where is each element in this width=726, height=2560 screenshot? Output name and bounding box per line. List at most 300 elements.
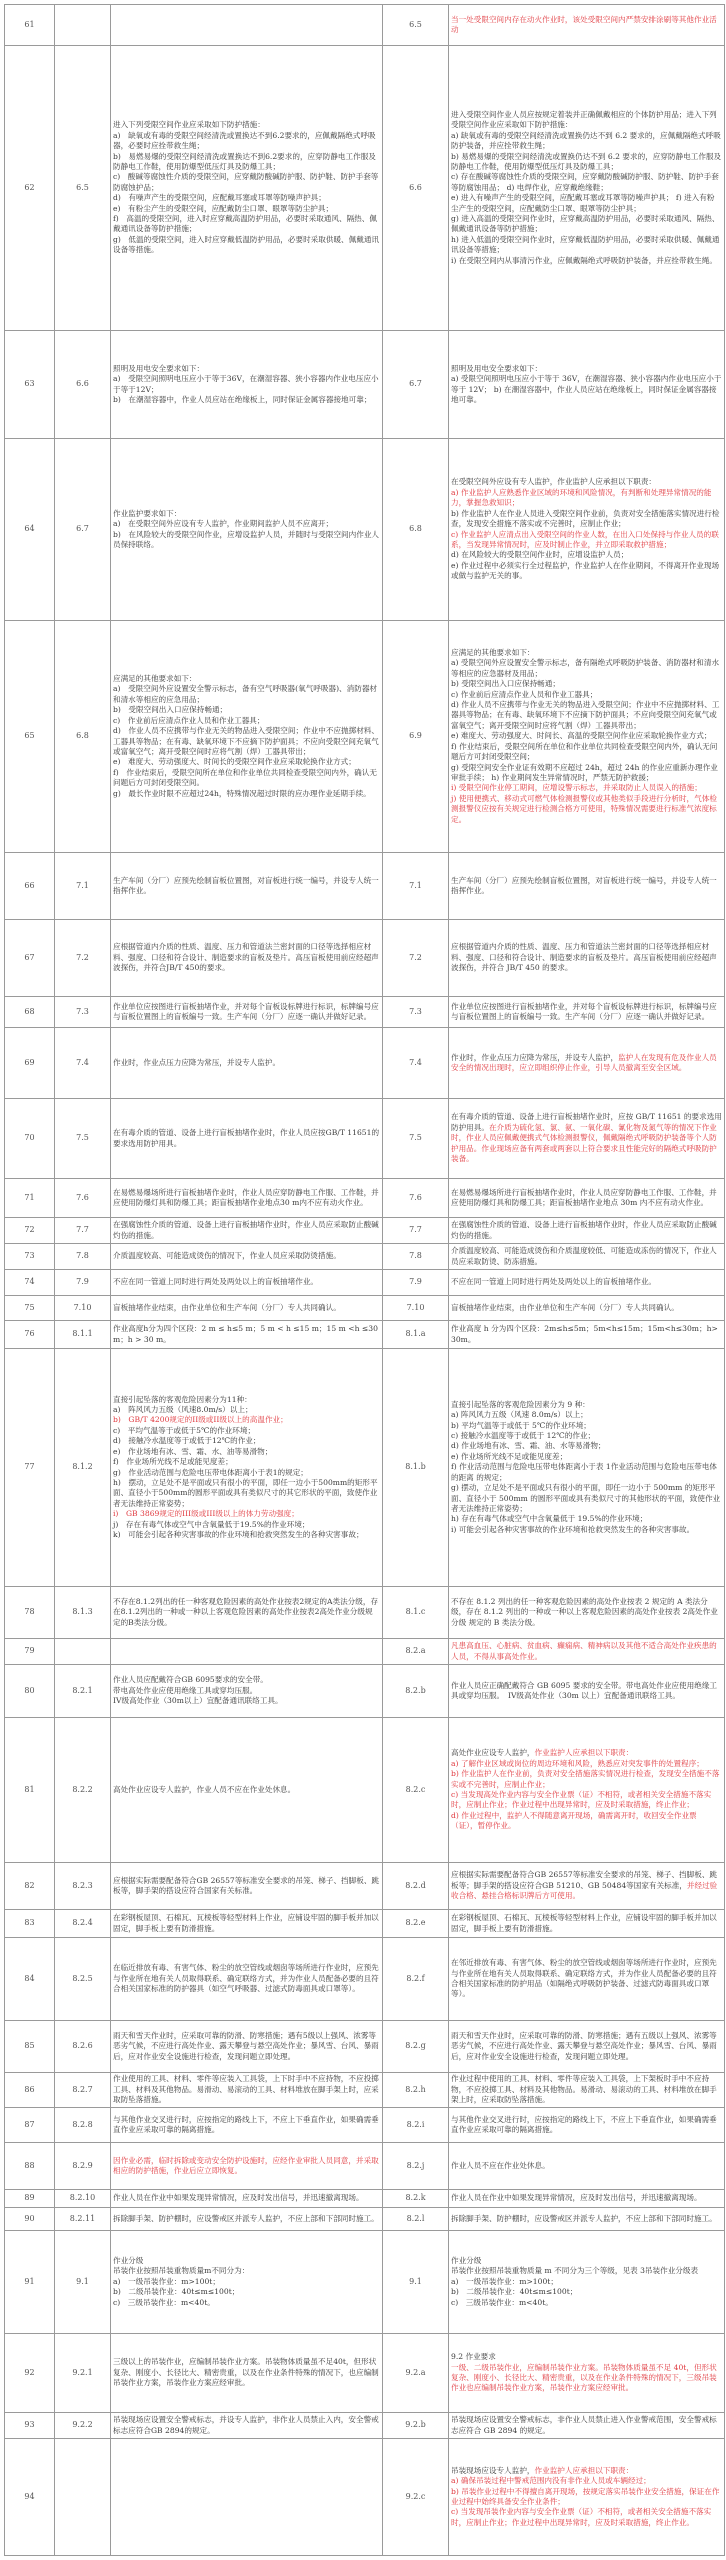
old-clause-number: 8.2.10 <box>55 2190 111 2208</box>
clause-text: a) 缺氧或有毒的受限空间经清洗或置换仍达不到 6.2 要求的，应佩戴隔绝式呼吸防护装备，并应拴带救生绳； <box>451 130 721 151</box>
old-clause-text <box>111 1296 383 1321</box>
table-row <box>5 1179 725 1218</box>
row-number: 93 <box>5 2413 55 2439</box>
clause-text: 作业时，作业点压力应降为常压，并设专人监护， <box>451 1052 619 1062</box>
row-number: 84 <box>5 1938 55 2021</box>
changed-text: 一级、二级吊装作业，应编制吊装作业方案。吊装物体质量虽不足 40t，但形状复杂、刚度小、长径比大、精密贵重，以及在作业条件特殊的情况下，三级吊装作业也应编制吊装作业方案，吊装作业方案应经审批。 <box>451 2362 717 2393</box>
new-clause-text <box>449 621 725 853</box>
table-row <box>5 1938 725 2021</box>
clause-text: c) 三级吊装作业：m<40t。 <box>113 2297 215 2307</box>
new-clause-number: 8.1.c <box>383 1587 449 1639</box>
changed-text: c) 当发现高处作业内容与安全作业票（证）不相符，或者相关安全措施不落实时，应制止作业；作业过程中出现异常时，应及时采取措施，终止作业； <box>451 1790 712 1810</box>
new-clause-text <box>449 1099 725 1179</box>
clause-text: 应根据实际需要配备符合GB 26557等标准安全要求的吊笼、梯子、挡脚板、跳板等，脚手架的搭设应符合国家有关标准。 <box>113 1875 380 1895</box>
clause-text: 作业分级 <box>451 2255 482 2265</box>
changed-text: j) 使用便携式、移动式可燃气体检测报警仪或其他类似手段进行分析时，气体检测报警仪应按有关规定进行检测合格方可使用，特殊情况需要进行标准气浓度标定。 <box>451 793 717 824</box>
row-number: 87 <box>5 2108 55 2143</box>
changed-text: 因作业必需，临时拆除或变动安全防护设施时，应经作业审批人员同意，并采取相应的防护措施，作业后应立即恢复。 <box>113 2155 379 2175</box>
new-clause-text <box>449 920 725 997</box>
clause-text: 进入受限空间作业人员应按规定着装并正确佩戴相应的个体防护用品；进入下列受限空间作业应采取如下防护措施： <box>451 109 717 130</box>
clause-text: 进入下列受限空间作业应采取如下防护措施： <box>113 120 265 130</box>
table-row <box>5 439 725 621</box>
table-row <box>5 2108 725 2143</box>
changed-text: c) 当发现吊装作业内容与安全作业票（证）不相符，或者相关安全措施不落实时，应制止作业；作业过程中出现异常时，应及时采取措施，终止作业。 <box>451 2507 712 2527</box>
new-clause-text <box>449 1028 725 1099</box>
clause-text: 在强腐蚀性介质的管道、设备上进行盲板抽堵作业时，作业人员应采取防止酸碱灼伤的措施。 <box>113 1220 379 1240</box>
clause-text: 作业时，作业点压力应降为常压，并设专人监护。 <box>113 1057 281 1067</box>
row-number: 91 <box>5 2231 55 2334</box>
changed-text: 监护人在发现有危及作业人员安全的情况出现时，应立即组织停止作业，引导人员撤离至安全区域。 <box>451 1052 717 1072</box>
clause-text: a) 受限空间外应设置安全警示标志，备有隔绝式呼吸防护装备、消防器材和清水等相应的应急器材及用品； <box>451 658 720 678</box>
clause-text: 高处作业应设专人监护，作业监护人应承担以下职责： <box>451 1748 634 1758</box>
table-row <box>5 5 725 46</box>
new-clause-text <box>449 2231 725 2334</box>
row-number: 89 <box>5 2190 55 2208</box>
row-number: 72 <box>5 1218 55 1244</box>
table-row <box>5 2021 725 2073</box>
clause-text: a) 受限空间外应设置安全警示标志，备有空气呼吸器(氧气呼吸器)、消防器材和清水等相应的应急用品； <box>113 684 378 704</box>
clause-text: 不应在同一管道上同时进行两处及两处以上的盲板抽堵作业。 <box>113 1277 319 1287</box>
table-row <box>5 1587 725 1639</box>
old-clause-text <box>111 439 383 621</box>
clause-text: 与其他作业交叉进行时，应按指定的路线上下，不应上下垂直作业，如果确需垂直作业应采取可靠的隔离措施。 <box>451 2114 717 2134</box>
row-number: 61 <box>5 5 55 46</box>
old-clause-text <box>111 1665 383 1718</box>
clause-text: f) 作业活动范围与危险电压带电体距离小于表 1作业活动范围与危险电压带电体的距离 的规定； <box>451 1462 718 1482</box>
clause-text: h) 进入低温的受限空间作业时，应穿戴低温防护用品，必要时采取供暖、佩戴通讯设备等措施； <box>451 234 720 255</box>
table-row <box>5 1270 725 1296</box>
new-clause-number: 9.2.a <box>383 2334 449 2413</box>
new-clause-number: 9.2.b <box>383 2413 449 2439</box>
clause-text: c) 平均气温等于或低于5℃的作业环境； <box>113 1425 256 1435</box>
table-row <box>5 853 725 920</box>
old-clause-number: 8.2.3 <box>55 1863 111 1910</box>
new-clause-number: 8.2.l <box>383 2208 449 2231</box>
clause-text: b) 二级吊装作业：40t≤m≤100t； <box>113 2287 240 2297</box>
new-clause-number: 6.8 <box>383 439 449 621</box>
old-clause-text <box>111 853 383 920</box>
row-number: 76 <box>5 1321 55 1349</box>
row-number: 82 <box>5 1863 55 1910</box>
new-clause-text <box>449 2208 725 2231</box>
old-clause-number: 7.8 <box>55 1244 111 1270</box>
clause-text: 在易燃易爆场所进行盲板抽堵作业时，作业人员应穿防静电工作服、工作鞋，并应使用防爆灯具和防爆工具；距盲板抽堵作业地点30 m内不应有动火作业。 <box>113 1187 379 1207</box>
new-clause-text <box>449 1244 725 1270</box>
new-clause-text <box>449 1218 725 1244</box>
clause-text: a) 阵风风力五级（风速 8.0m/s）以上； <box>451 1410 588 1420</box>
new-clause-text <box>449 439 725 621</box>
table-row <box>5 1244 725 1270</box>
clause-text: e) 作业过程中必须实行全过程监护，作业监护人在作业期间，不得离开作业现场或做与监护无关的事。 <box>451 560 720 581</box>
table-row <box>5 1863 725 1910</box>
row-number: 90 <box>5 2208 55 2231</box>
clause-text: d) 接触冷水温度等于或低于12℃的作业； <box>113 1436 261 1446</box>
new-clause-number: 6.9 <box>383 621 449 853</box>
old-clause-text <box>111 2334 383 2413</box>
table-row <box>5 2073 725 2108</box>
clause-text: c) 三级吊装作业：m<40t。 <box>451 2297 553 2307</box>
clause-text: 带电高处作业应使用绝缘工具或穿均压服。 <box>113 1685 258 1695</box>
clause-text: 不存在 8.1.2 列出的任一种客观危险因素的高处作业按表 2 规定的 A 类法分级，存在 8.1.2 列出的一种或一种以上客观危险因素的高处作业按表 2高处作业分级 规定的 B 类法分级。 <box>451 1596 718 1627</box>
new-clause-text <box>449 1665 725 1718</box>
old-clause-number: 7.7 <box>55 1218 111 1244</box>
table-row <box>5 331 725 439</box>
new-clause-number: 7.4 <box>383 1028 449 1099</box>
clause-text: 不存在8.1.2列出的任一种客观危险因素的高处作业按表2规定的A类法分级，存在8.1.2列出的一种或一种以上客观危险因素的高处作业按表2高处作业分级规定的B类法分级。 <box>113 1596 379 1627</box>
row-number: 65 <box>5 621 55 853</box>
old-clause-text <box>111 1028 383 1099</box>
clause-text: 雨天和雪天作业时，应采取可靠的防滑、防寒措施；遇有5级以上强风、浓雾等恶劣气候，不应进行高处作业、露天攀登与悬空高处作业；暴风雪、台风、暴雨后，应对作业安全设施进行检查，发现问题立即处理。 <box>113 2030 379 2061</box>
table-row <box>5 46 725 331</box>
new-clause-text <box>449 46 725 331</box>
clause-text: h) 存在有毒气体或空气中含氧量低于 19.5%的作业环境； <box>451 1514 648 1524</box>
old-clause-number: 6.5 <box>55 46 111 331</box>
clause-text: 应根据管道内介质的性质、温度、压力和管道法兰密封面的口径等选择相应材料、强度、口径和符合设计、制造要求的盲板及垫片。高压盲板使用前应经超声波探伤，并符合 JB/T 450 的要求。 <box>451 942 717 973</box>
old-clause-text <box>111 2231 383 2334</box>
clause-text: b) 二级吊装作业：40t≤m≤100t； <box>451 2287 578 2297</box>
old-clause-number: 7.5 <box>55 1099 111 1179</box>
clause-text: d) 有噪声产生的受限空间，应配戴耳塞或耳罩等防噪声护具； <box>113 193 326 203</box>
changed-text: 当一处受限空间内存在动火作业时，该处受限空间内严禁安排涂刷等其他作业活动 <box>451 14 717 34</box>
clause-text: 作业过程中使用的工具、材料、零件等应装入工具袋，上下架板时手中不应持物，不应投掷工具、材料及其他物品。易滑动、易滚动的工具、材料堆放在脚手架上时，应采取防坠落措施。 <box>451 2074 717 2105</box>
old-clause-number <box>55 5 111 46</box>
old-clause-number: 8.2.11 <box>55 2208 111 2231</box>
row-number: 63 <box>5 331 55 439</box>
clause-text: i) 在受限空间内从事清污作业，应佩戴隔绝式呼吸防护装备，并应拴带救生绳。 <box>451 255 717 265</box>
old-clause-number: 7.2 <box>55 920 111 997</box>
changed-text: a) 了解作业区域或岗位的周边环境和风险，熟悉应对突发事件的处置程序； <box>451 1758 704 1768</box>
clause-text: 作业人员在作业中如果发现异常情况，应及时发出信号，并迅速撤离现场。 <box>113 2193 364 2203</box>
clause-text: 9.2 作业要求 <box>451 2352 496 2362</box>
row-number: 69 <box>5 1028 55 1099</box>
new-clause-text <box>449 5 725 46</box>
new-clause-number: 7.1 <box>383 853 449 920</box>
old-clause-number: 8.2.1 <box>55 1665 111 1718</box>
clause-text: d) 作业场地有冰、雪、霜、油、水等易滑物； <box>451 1441 606 1451</box>
clause-text: 作业单位应按图进行盲板抽堵作业，并对每个盲板设标牌进行标识，标牌编号应与盲板位置图上的盲板编号一致。生产车间（分厂）应逐一确认并做好记录。 <box>451 1001 717 1021</box>
table-row <box>5 1349 725 1587</box>
row-number: 92 <box>5 2334 55 2413</box>
old-clause-text <box>111 2073 383 2108</box>
old-clause-number: 8.2.6 <box>55 2021 111 2073</box>
clause-text: 在易燃易爆场所进行盲板抽堵作业时，作业人员应穿防静电工作服、工作鞋，并应使用防爆灯具和防爆工具；距盲板抽堵作业地点 30m 内不应有动火作业。 <box>451 1187 717 1207</box>
table-row <box>5 920 725 997</box>
row-number: 94 <box>5 2439 55 2556</box>
old-clause-text <box>111 1244 383 1270</box>
clause-text: a) 阵风风力五级（风速8.0m/s）以上； <box>113 1405 253 1415</box>
table-row <box>5 1910 725 1938</box>
new-clause-number: 8.2.a <box>383 1639 449 1665</box>
new-clause-number: 8.2.k <box>383 2190 449 2208</box>
clause-text: 应根据实际需要配备符合GB 26557等标准安全要求的吊笼、梯子、挡脚板、跳板等；脚手架的搭设应符合GB 51210、GB 50484等国家有关标准， <box>451 1870 718 1890</box>
new-clause-number: 7.3 <box>383 997 449 1028</box>
clause-text: j) 存在有毒气体或空气中含氧量低于19.5%的作业环境； <box>113 1519 310 1529</box>
changed-text: 凡患高血压、心脏病、贫血病、癫痫病、精神病以及其他不适合高处作业疾患的人员，不得从事高处作业。 <box>451 1641 717 1661</box>
old-clause-number: 6.8 <box>55 621 111 853</box>
changed-text: i) GB 3869规定的III级或III级以上的体力劳动强度； <box>113 1509 299 1519</box>
row-number: 62 <box>5 46 55 331</box>
old-clause-text <box>111 1938 383 2021</box>
clause-text: f) 作业结束后，受限空间所在单位和作业单位共同检查受限空间内外，确认无问题后方可封闭受限空间。 <box>113 767 377 788</box>
clause-text: 作业监护要求如下： <box>113 508 182 518</box>
table-row <box>5 621 725 853</box>
clause-text: c) 作业前后应清点作业人员和作业工器具； <box>451 689 598 699</box>
clause-text: 盲板抽堵作业结束，由作业单位和生产车间（分厂）专人共同确认。 <box>113 1302 341 1312</box>
clause-text: g) 进入高温的受限空间作业时，应穿戴高温防护用品，必要时采取通风、隔热、佩戴通讯设备等防护措施； <box>451 214 720 234</box>
new-clause-text <box>449 331 725 439</box>
new-clause-number: 6.5 <box>383 5 449 46</box>
row-number: 77 <box>5 1349 55 1587</box>
new-clause-text <box>449 997 725 1028</box>
old-clause-number: 9.2.2 <box>55 2413 111 2439</box>
new-clause-number: 7.6 <box>383 1179 449 1218</box>
row-number: 78 <box>5 1587 55 1639</box>
table-row <box>5 1028 725 1099</box>
old-clause-number: 7.3 <box>55 997 111 1028</box>
clause-text: 与其他作业交叉进行时，应按指定的路线上下，不应上下垂直作业，如果确需垂直作业应采取可靠的隔离措施。 <box>113 2114 379 2134</box>
old-clause-number <box>55 2439 111 2556</box>
changed-text: b) GB/T 4200规定的II级或II级以上的高温作业； <box>113 1415 288 1425</box>
changed-text: 作业监护人应承担以下职责： <box>534 2465 634 2475</box>
old-clause-text <box>111 46 383 331</box>
old-clause-number: 8.1.2 <box>55 1349 111 1587</box>
changed-text: b) 作业监护人在作业前，负责对安全措施落实情况进行检查，发现安全措施不落实或不完善时，应制止作业； <box>451 1769 720 1789</box>
changed-text: a) 作业监护人应熟悉作业区域的环境和风险情况，有判断和处理异常情况的能力，掌握急救知识； <box>451 487 712 508</box>
old-clause-number: 7.6 <box>55 1179 111 1218</box>
table-row <box>5 2143 725 2190</box>
table-row <box>5 2334 725 2413</box>
clause-text: c) 作业前后应清点作业人员和作业工器具； <box>113 715 265 725</box>
row-number: 66 <box>5 853 55 920</box>
row-number: 85 <box>5 2021 55 2073</box>
clause-text: i) 可能会引起各种灾害事故的作业环境和抢救突然发生的各种灾害事故。 <box>451 1524 695 1534</box>
old-clause-text <box>111 1218 383 1244</box>
clause-text: 不应在同一管道上同时进行两处及两处以上的盲板抽堵作业。 <box>451 1277 657 1287</box>
new-clause-number: 8.2.f <box>383 1938 449 2021</box>
row-number: 80 <box>5 1665 55 1718</box>
clause-text: e) 难度大、劳动强度大、时间长的受限空间作业应采取轮换作业方式； <box>113 757 356 767</box>
clause-text: 吊装物体质量虽不足 40t，但形状复杂、刚度小、长径比大、精密贵重，以及在作业条件特殊的情况下，三级吊装作业也应编制吊装作业方案，吊装作业方案应经审批。 <box>451 2362 717 2393</box>
row-number: 68 <box>5 997 55 1028</box>
changed-text: b) 吊装作业过程中不得擅自离开现场，按规定落实吊装作业安全措施，保证在作业过程中始终具备安全作业条件； <box>451 2486 720 2506</box>
new-clause-number: 8.2.j <box>383 2143 449 2190</box>
table-body <box>5 5 725 2556</box>
row-number: 83 <box>5 1910 55 1938</box>
clause-text: b) 受限空间出入口应保持畅通； <box>451 679 560 689</box>
new-clause-text <box>449 1270 725 1296</box>
clause-text: 介质温度较高、可能造成烫伤的情况下，作业人员应采取防烫措施。 <box>113 1251 341 1261</box>
new-clause-number: 6.7 <box>383 331 449 439</box>
changed-text: a) 确保吊装过程中警戒范围内没有非作业人员或车辆经过； <box>451 2476 651 2486</box>
clause-text: a) 一级吊装作业：m>100t； <box>451 2276 558 2286</box>
old-clause-text <box>111 2190 383 2208</box>
row-number: 70 <box>5 1099 55 1179</box>
row-number: 71 <box>5 1179 55 1218</box>
clause-text: b) 在潮湿容器中，作业人员应站在绝缘板上，同时保证金属容器接地可靠； <box>113 394 372 404</box>
clause-text: 生产车间（分厂）应预先绘制盲板位置图，对盲板进行统一编号，并设专人统一指挥作业。 <box>451 875 717 895</box>
old-clause-text <box>111 2143 383 2190</box>
new-clause-text <box>449 2143 725 2190</box>
old-clause-text <box>111 997 383 1028</box>
clause-text: a) 受限空间照明电压应小于等于 36V，在潮湿容器、狭小容器内作业电压应小于等于 12V； b) 在潮湿容器中，作业人员应站在绝缘板上，同时保证金属容器接地可靠。 <box>451 374 722 404</box>
changed-text: 并经过验收合格、悬挂合格标识牌后方可使用。 <box>451 1880 718 1901</box>
clause-text: 高处作业应设专人监护，作业人员不应在作业处休息。 <box>113 1784 296 1794</box>
old-clause-text <box>111 2439 383 2556</box>
clause-text: b) 在风险较大的受限空间作业，应增设监护人员，并随时与受限空间内作业人员保持联络。 <box>113 529 380 549</box>
clause-text: 作业使用的工具、材料、零件等应装入工具袋，上下时手中不应持物，不应投掷工具、材料及其他物品。易滑动、易滚动的工具、材料堆放在脚手架上时，应采取防坠落措施。 <box>113 2074 379 2105</box>
old-clause-number: 8.1.3 <box>55 1587 111 1639</box>
clause-text: 吊装作业按照吊装重物质量 m 不同分为三个等级，见表 3吊装作业分级表 <box>451 2266 699 2276</box>
old-clause-number: 8.2.5 <box>55 1938 111 2021</box>
clause-text: 在彩钢板屋顶、石棉瓦、瓦棱板等轻型材料上作业，应铺设牢固的脚手板并加以固定，脚手板上要有防滑措施。 <box>113 1913 379 1933</box>
row-number: 74 <box>5 1270 55 1296</box>
table-row <box>5 1321 725 1349</box>
clause-text: 作业分级 <box>113 2255 144 2265</box>
new-clause-text <box>449 1863 725 1910</box>
row-number: 73 <box>5 1244 55 1270</box>
clause-text: 作业人员应配戴符合GB 6095要求的安全带。 <box>113 1675 268 1685</box>
old-clause-text <box>111 1718 383 1863</box>
clause-text: f) 作业结束后，受限空间所在单位和作业单位共同检查受限空间内外，确认无问题后方可封闭受限空间； <box>451 741 718 762</box>
new-clause-number: 7.10 <box>383 1296 449 1321</box>
clause-text: 在受限空间外应设有专人监护，作业监护人应承担以下职责： <box>451 477 657 487</box>
new-clause-number: 7.8 <box>383 1244 449 1270</box>
old-clause-text <box>111 2108 383 2143</box>
new-clause-text <box>449 1587 725 1639</box>
old-clause-number: 8.2.7 <box>55 2073 111 2108</box>
new-clause-text <box>449 1296 725 1321</box>
new-clause-number: 7.9 <box>383 1270 449 1296</box>
row-number: 79 <box>5 1639 55 1665</box>
old-clause-text <box>111 2413 383 2439</box>
changed-text: i) 受限空间作业停工期间，应增设警示标志，并采取防止人员误入的措施； <box>451 783 702 793</box>
new-clause-number: 9.1 <box>383 2231 449 2334</box>
new-clause-text <box>449 2073 725 2108</box>
clause-text: 吊装作业按照吊装重物质量m不同分为： <box>113 2266 250 2276</box>
clause-text: 吊装现场应设专人监护，作业监护人应承担以下职责： <box>451 2465 634 2475</box>
clause-text: 在有毒介质的管道、设备上进行盲板抽堵作业时，作业人员应按GB/T 11651的要求选用防护用具。 <box>113 1128 380 1148</box>
table-row <box>5 1296 725 1321</box>
new-clause-text <box>449 1349 725 1587</box>
new-clause-number: 8.2.i <box>383 2108 449 2143</box>
new-clause-text <box>449 2413 725 2439</box>
changed-text: c) 作业监护人应清点出入受限空间的作业人数，在出入口处保持与作业人员的联系，当发现异常情况时，应及时制止作业，并立即采取救护措施； <box>451 529 719 549</box>
old-clause-number: 7.10 <box>55 1296 111 1321</box>
changed-text: 在介质为硫化氢、氯、氨、一氧化碳、氰化物及氮气等的情况下作业时，作业人员应佩戴便携式气体检测报警仪，佩戴隔绝式呼吸防护装备等个人防护用品。作业现场应备有两套或两套以上符合要求且性能完好的隔绝式呼吸防护装备。 <box>451 1122 717 1164</box>
old-clause-number: 8.2.9 <box>55 2143 111 2190</box>
old-clause-text <box>111 1270 383 1296</box>
old-clause-number <box>55 1639 111 1665</box>
clause-text: 拆除脚手架、防护棚时，应设警戒区并派专人监护，不应上部和下部同时施工。 <box>451 2213 717 2223</box>
old-clause-number: 6.6 <box>55 331 111 439</box>
clause-text: 在彩钢板屋顶、石棉瓦、瓦棱板等轻型材料上作业，应铺设牢固的脚手板并加以固定，脚手板上要有防滑措施。 <box>451 1913 717 1933</box>
table-row <box>5 1639 725 1665</box>
clause-text: g) 作业活动范围与危险电压带电体距离小于表1的规定； <box>113 1467 308 1477</box>
old-clause-text <box>111 1639 383 1665</box>
clause-text: c) 酸碱等腐蚀性介质的受限空间，应穿戴防酸碱防护服、防护鞋、防护手套等防腐蚀护品； <box>113 172 379 192</box>
old-clause-text <box>111 2021 383 2073</box>
clause-text: e) 进入有噪声产生的受限空间，应配戴耳塞或耳罩等防噪声护具； f) 进入有粉尘产生的受限空间，应配戴防尘口罩、眼罩等防尘护具； <box>451 193 715 213</box>
clause-text: 在临近排放有毒、有害气体、粉尘的放空管线或烟囱等场所进行作业时，应预先与作业所在地有关人员取得联系、确定联络方式，并为作业人员配备必要的且符合相关国家标准的防护器具（如空气呼吸器、过滤式防毒面具或口罩等）。 <box>113 1963 379 1994</box>
new-clause-number: 7.2 <box>383 920 449 997</box>
row-number: 67 <box>5 920 55 997</box>
old-clause-text <box>111 920 383 997</box>
clause-text: 三级以上的吊装作业，应编制吊装作业方案。吊装物体质量虽不足40t，但形状复杂、刚度小、长径比大、精密贵重，以及在作业条件特殊的情况下，也应编制吊装作业方案，吊装作业方案应经审批。 <box>113 2357 379 2388</box>
clause-text: c) 接触冷水温度等于或低于 12℃的作业； <box>451 1431 596 1441</box>
clause-text: 拆除脚手架、防护棚时，应设警戒区并派专人监护，不应上部和下部同时施工。 <box>113 2213 379 2223</box>
new-clause-number: 8.2.c <box>383 1718 449 1863</box>
table-row <box>5 2439 725 2556</box>
clause-text: k) 可能会引起各种灾害事故的作业环境和抢救突然发生的各种灾害事故； <box>113 1529 364 1539</box>
table-row <box>5 1665 725 1718</box>
clause-text: 介质温度较高、可能造成烫伤和介质温度较低、可能造成冻伤的情况下，作业人员应采取防烫、防冻措施。 <box>451 1246 717 1266</box>
old-clause-text <box>111 1863 383 1910</box>
clause-text: c) 存在酸碱等腐蚀性介质的受限空间，应穿戴防酸碱防护服、防护鞋、防护手套等防腐蚀用品； d) 电焊作业，应穿戴绝缘鞋； <box>451 172 719 192</box>
old-clause-text <box>111 1321 383 1349</box>
old-clause-number: 6.7 <box>55 439 111 621</box>
new-clause-number: 8.1.b <box>383 1349 449 1587</box>
clause-text: 直接引起坠落的客观危险因素分为11种： <box>113 1394 252 1404</box>
new-clause-number: 8.2.d <box>383 1863 449 1910</box>
old-clause-number: 8.1.1 <box>55 1321 111 1349</box>
new-clause-number: 8.2.g <box>383 2021 449 2073</box>
new-clause-text <box>449 2334 725 2413</box>
clause-text: 作业人员应正确配戴符合 GB 6095 要求的安全带。带电高处作业应使用绝缘工具或穿均压服。 IV级高处作业（30m 以上）宜配备通讯联络工具。 <box>451 1680 718 1700</box>
old-clause-number: 7.4 <box>55 1028 111 1099</box>
clause-text: d) 作业人员不应携带与作业无关的物品进入受限空间；作业中不应抛掷材料、工器具等物品；在有毒、缺氧环境下不应摘下防护面具；不应向受限空间充氧气或富氧空气；离开受限空间时应将气割（焊）工器具带出； <box>113 726 380 756</box>
clause-text: e) 作业场所光线不足或能见度差； <box>451 1451 568 1461</box>
clause-text: 盲板抽堵作业结束，由作业单位和生产车间（分厂）专人共同确认。 <box>451 1302 679 1312</box>
old-clause-number: 9.2.1 <box>55 2334 111 2413</box>
new-clause-text <box>449 1639 725 1665</box>
new-clause-number: 9.2.c <box>383 2439 449 2556</box>
table-row <box>5 2231 725 2334</box>
old-clause-number: 7.9 <box>55 1270 111 1296</box>
clause-text: 生产车间（分厂）应预先绘制盲板位置图，对盲板进行统一编号，并设专人统一指挥作业。 <box>113 875 379 895</box>
clause-text: f) 作业场所光线不足或能见度差； <box>113 1457 233 1467</box>
new-clause-number: 7.7 <box>383 1218 449 1244</box>
old-clause-text <box>111 1587 383 1639</box>
table-row <box>5 2190 725 2208</box>
table-row <box>5 1718 725 1863</box>
clause-text: b) 易燃易爆的受限空间经清洗或置换仍达不到 6.2 要求的，应穿防静电工作服及防静电工作鞋，使用防爆型低压灯具及防爆工具； <box>451 151 722 171</box>
clause-text: 应满足的其他要求如下： <box>451 648 535 658</box>
new-clause-number: 8.2.e <box>383 1910 449 1938</box>
clause-text: e) 作业场地有冰、雪、霜、水、油等易滑物； <box>113 1446 273 1456</box>
clause-text: 照明及用电安全要求如下： <box>113 363 205 373</box>
old-clause-number: 8.2.8 <box>55 2108 111 2143</box>
table-row <box>5 1099 725 1179</box>
clause-text: 作业单位应按图进行盲板抽堵作业，并对每个盲板设标牌进行标识，标牌编号应与盲板位置图上的盲板编号一致。生产车间（分厂）应逐一确认并做好记录。 <box>113 1001 379 1021</box>
table-row <box>5 2413 725 2439</box>
clause-text: a) 在受限空间外应设有专人监护，作业期间监护人员不应离开； <box>113 519 334 529</box>
clause-text: 作业高度h分为四个区段：2 m ≤ h≤5 m；5 m < h ≤15 m；15 m <h ≤30 m；h > 30 m。 <box>113 1324 378 1344</box>
clause-text: 吊装现场应设置安全警戒标志，非作业人员禁止进入作业警戒范围，安全警戒标志应符合 GB 2894 的规定。 <box>451 2415 717 2435</box>
new-clause-text <box>449 853 725 920</box>
new-clause-text <box>449 2021 725 2073</box>
clause-text: 作业高度 h 分为四个区段：2m≤h≤5m；5m<h≤15m；15m<h≤30m；h>30m。 <box>451 1324 718 1344</box>
new-clause-text <box>449 1179 725 1218</box>
new-clause-number: 7.5 <box>383 1099 449 1179</box>
new-clause-number: 8.2.b <box>383 1665 449 1718</box>
clause-text: 应满足的其他要求如下： <box>113 674 197 684</box>
row-number: 86 <box>5 2073 55 2108</box>
new-clause-text <box>449 1718 725 1863</box>
clause-text: IV级高处作业（30m以上）宜配备通讯联络工具。 <box>113 1696 283 1706</box>
old-clause-number: 8.2.4 <box>55 1910 111 1938</box>
clause-text: 应根据管道内介质的性质、温度、压力和管道法兰密封面的口径等选择相应材料、强度、口径和符合设计、制造要求的盲板及垫片。高压盲板使用前应经超声波探伤，并符合JB/T 450的要求。 <box>113 942 379 973</box>
clause-text: 吊装现场应设置安全警戒标志，并设专人监护，非作业人员禁止入内，安全警戒标志应符合GB 2894的规定。 <box>113 2415 379 2435</box>
